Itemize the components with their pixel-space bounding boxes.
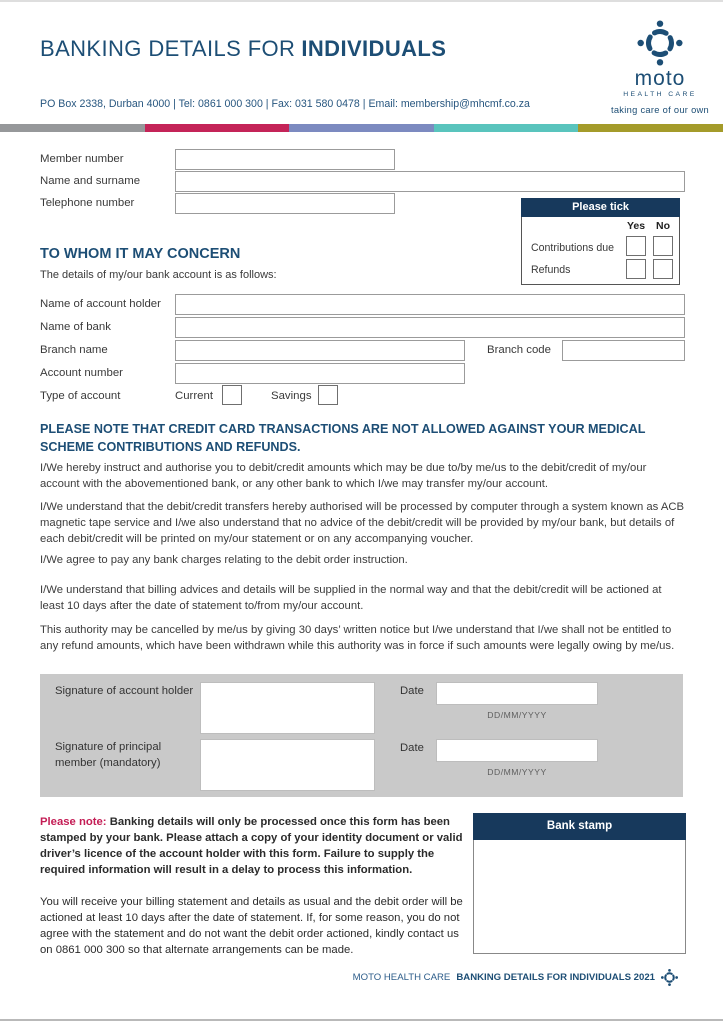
contact-info-line: PO Box 2338, Durban 4000 | Tel: 0861 000 300 | Fax: 031 580 0478 | Email: membership@mhcmf.co.za (40, 98, 530, 110)
yes-column-header: Yes (626, 220, 646, 232)
bank-stamp-area (473, 840, 686, 954)
page-title-regular: BANKING DETAILS FOR (40, 36, 296, 61)
authorisation-paragraph-4: I/We understand that billing advices and details will be supplied in the normal way and that the debit/credit will be actioned at least 10 days after the date of statement to/from my/our account. (40, 584, 662, 613)
authorisation-paragraph-2: I/We understand that the debit/credit transfers hereby authorised will be processed by computer through a system known as ACB magnetic tape service and I/we also understand that no advice of the debit/credit will be provided by my/our bank, but details of each debit/credit will be printed on my/our statement or on any accompanying voucher. (40, 501, 685, 546)
page-bottom-border (0, 1019, 723, 1021)
account-holder-label: Name of account holder (40, 298, 161, 310)
logo-wordmark: moto (634, 67, 686, 90)
contributions-due-yes-checkbox[interactable] (626, 236, 646, 256)
date-format-hint-2: DD/MM/YYYY (487, 767, 547, 777)
signature-principal-member-label: Signature of principal member (mandatory) (55, 741, 162, 769)
signature-principal-member-field[interactable] (200, 739, 375, 791)
account-type-savings-label: Savings (271, 390, 312, 402)
page-top-border (0, 0, 723, 2)
account-number-input[interactable] (175, 363, 465, 384)
please-note-lead: Please note: (40, 816, 107, 828)
authorisation-paragraph-3: I/We agree to pay any bank charges relating to the debit order instruction. (40, 554, 408, 566)
contributions-due-label: Contributions due (531, 242, 615, 254)
logo-subtext: HEALTH CARE (623, 91, 697, 98)
member-number-input[interactable] (175, 149, 395, 170)
date-input-2[interactable] (436, 739, 598, 762)
name-surname-input[interactable] (175, 171, 685, 192)
footer (353, 969, 678, 986)
branch-code-input[interactable] (562, 340, 685, 361)
date-label-1: Date (400, 685, 424, 697)
account-holder-input[interactable] (175, 294, 685, 315)
bank-stamp-header: Bank stamp (473, 813, 686, 840)
bar-segment-gray (0, 124, 145, 132)
contributions-due-no-checkbox[interactable] (653, 236, 673, 256)
credit-card-notice-heading: PLEASE NOTE THAT CREDIT CARD TRANSACTIONS ARE NOT ALLOWED AGAINST YOUR MEDICAL SCHEME CONTRIBUTIONS AND REFUNDS. (40, 422, 646, 455)
account-type-savings-checkbox[interactable] (318, 385, 338, 405)
name-surname-label: Name and surname (40, 175, 141, 187)
branch-name-input[interactable] (175, 340, 465, 361)
bar-segment-blue (289, 124, 434, 132)
telephone-number-input[interactable] (175, 193, 395, 214)
branch-name-label: Branch name (40, 344, 108, 356)
please-tick-body (521, 217, 680, 285)
please-note-bold-text: Banking details will only be processed once this form has been stamped by your bank. Please attach a copy of your identity document or valid driver’s licence of the account holder with this form. Failure to supply the required information will result in a delay to process this information. (40, 816, 463, 877)
moto-health-care-logo (598, 20, 722, 115)
footer-text-bold: BANKING DETAILS FOR INDIVIDUALS 2021 (456, 972, 655, 983)
bar-segment-olive (578, 124, 723, 132)
footer-text-regular: MOTO HEALTH CARE (352, 972, 451, 983)
page-title-bold: INDIVIDUALS (301, 36, 447, 61)
telephone-number-label: Telephone number (40, 197, 135, 209)
concern-heading: TO WHOM IT MAY CONCERN (40, 246, 241, 262)
authorisation-paragraph-1: I/We hereby instruct and authorise you to debit/credit amounts which may be due to/by me/us to the debit/credit of my/our account with the abovementioned bank, or any other bank to which I/we may transfer my/our account. (40, 462, 647, 491)
bar-segment-teal (434, 124, 579, 132)
moto-logo-icon (637, 20, 683, 66)
signature-account-holder-label: Signature of account holder (55, 685, 194, 697)
bank-name-input[interactable] (175, 317, 685, 338)
please-tick-box (521, 198, 680, 285)
logo-tagline: taking care of our own (610, 105, 710, 115)
refunds-no-checkbox[interactable] (653, 259, 673, 279)
bank-name-label: Name of bank (40, 321, 111, 333)
branch-code-label: Branch code (487, 344, 551, 356)
refunds-yes-checkbox[interactable] (626, 259, 646, 279)
bar-segment-crimson (145, 124, 290, 132)
date-label-2: Date (400, 742, 424, 754)
footer-logo-icon (661, 969, 678, 986)
date-format-hint-1: DD/MM/YYYY (487, 710, 547, 720)
refunds-label: Refunds (531, 264, 571, 276)
member-number-label: Member number (40, 153, 124, 165)
bank-stamp-box (473, 813, 686, 954)
billing-statement-paragraph: You will receive your billing statement and details as usual and the debit order will be actioned at least 10 days after the date of statement. If, for some reason, you do not agree with the statement and do not want the debit order actioned, kindly contact us on 0861 000 300 so that alternate arrangements can be made. (40, 896, 463, 957)
concern-intro: The details of my/our bank account is as follows: (40, 269, 277, 281)
account-type-current-checkbox[interactable] (222, 385, 242, 405)
signature-section (40, 674, 683, 797)
signature-account-holder-field[interactable] (200, 682, 375, 734)
color-divider-bar (0, 124, 723, 132)
account-number-label: Account number (40, 367, 123, 379)
page-title (40, 36, 446, 62)
no-column-header: No (656, 220, 670, 232)
account-type-label: Type of account (40, 390, 121, 402)
please-tick-header: Please tick (521, 198, 680, 217)
authorisation-paragraph-5: This authority may be cancelled by me/us by giving 30 days’ written notice but I/we understand that I/we shall not be entitled to any refund amounts, which have been withdrawn while this authority was in force if such amounts were legally owing by me/us. (40, 624, 675, 653)
account-type-current-label: Current (175, 390, 213, 402)
date-input-1[interactable] (436, 682, 598, 705)
please-note-paragraph (40, 814, 464, 879)
